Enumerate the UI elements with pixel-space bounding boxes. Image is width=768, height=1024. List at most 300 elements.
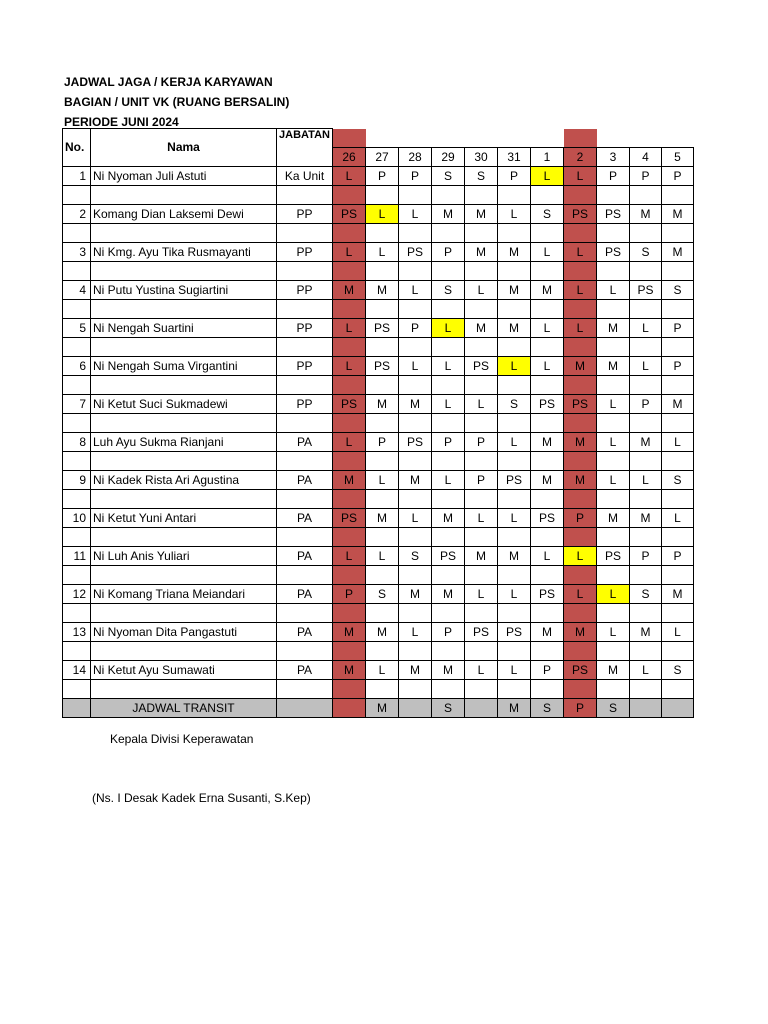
spacer-cell bbox=[277, 489, 333, 508]
spacer-cell bbox=[399, 185, 432, 204]
shift-cell: P bbox=[465, 432, 498, 451]
spacer-cell bbox=[91, 185, 277, 204]
transit-cell bbox=[399, 698, 432, 717]
spacer-cell bbox=[564, 337, 597, 356]
spacer-cell bbox=[630, 185, 662, 204]
spacer-cell bbox=[662, 261, 694, 280]
shift-cell: M bbox=[662, 394, 694, 413]
shift-cell: M bbox=[333, 660, 366, 679]
day-header: 27 bbox=[366, 147, 399, 166]
spacer-cell bbox=[498, 489, 531, 508]
spacer-cell bbox=[432, 261, 465, 280]
shift-cell: L bbox=[662, 508, 694, 527]
shift-cell: S bbox=[432, 280, 465, 299]
spacer-cell bbox=[91, 603, 277, 622]
spacer-cell bbox=[630, 413, 662, 432]
spacer-cell bbox=[564, 451, 597, 470]
staff-jabatan: PP bbox=[277, 242, 333, 261]
shift-cell: M bbox=[531, 432, 564, 451]
spacer-cell bbox=[662, 185, 694, 204]
shift-cell: M bbox=[465, 546, 498, 565]
shift-cell: M bbox=[465, 204, 498, 223]
spacer-cell bbox=[662, 527, 694, 546]
shift-cell: L bbox=[564, 280, 597, 299]
shift-cell: L bbox=[564, 584, 597, 603]
shift-cell: S bbox=[662, 280, 694, 299]
spacer-cell bbox=[366, 641, 399, 660]
spacer-cell bbox=[531, 489, 564, 508]
spacer-cell bbox=[432, 641, 465, 660]
shift-cell: P bbox=[630, 546, 662, 565]
shift-cell: PS bbox=[564, 394, 597, 413]
shift-cell: PS bbox=[564, 660, 597, 679]
shift-cell: P bbox=[597, 166, 630, 185]
staff-name: Ni Nyoman Juli Astuti bbox=[91, 166, 277, 185]
shift-cell: P bbox=[399, 166, 432, 185]
shift-cell: PS bbox=[498, 470, 531, 489]
shift-cell: M bbox=[597, 318, 630, 337]
staff-jabatan: PP bbox=[277, 204, 333, 223]
shift-cell: L bbox=[498, 584, 531, 603]
spacer-cell bbox=[366, 185, 399, 204]
spacer-cell bbox=[63, 261, 91, 280]
shift-cell: M bbox=[662, 204, 694, 223]
spacer-cell bbox=[465, 641, 498, 660]
shift-cell: M bbox=[432, 660, 465, 679]
spacer-cell bbox=[630, 337, 662, 356]
shift-cell: M bbox=[531, 622, 564, 641]
spacer-cell bbox=[277, 299, 333, 318]
spacer-cell bbox=[333, 679, 366, 698]
spacer-cell bbox=[432, 679, 465, 698]
day-header: 3 bbox=[597, 147, 630, 166]
staff-jabatan: PA bbox=[277, 660, 333, 679]
shift-cell: M bbox=[498, 318, 531, 337]
spacer-cell bbox=[277, 451, 333, 470]
spacer-cell bbox=[333, 299, 366, 318]
shift-cell: PS bbox=[531, 584, 564, 603]
spacer-cell bbox=[277, 641, 333, 660]
spacer-cell bbox=[465, 185, 498, 204]
staff-row bbox=[63, 432, 694, 451]
shift-cell: L bbox=[498, 508, 531, 527]
spacer-cell bbox=[277, 603, 333, 622]
staff-name: Ni Nengah Suma Virgantini bbox=[91, 356, 277, 375]
shift-cell: L bbox=[597, 622, 630, 641]
header-spacer-cell bbox=[630, 129, 662, 148]
shift-cell: M bbox=[630, 204, 662, 223]
spacer-cell bbox=[498, 679, 531, 698]
spacer-cell bbox=[277, 565, 333, 584]
transit-cell bbox=[630, 698, 662, 717]
shift-cell: S bbox=[432, 166, 465, 185]
shift-cell: L bbox=[630, 318, 662, 337]
spacer-cell bbox=[662, 451, 694, 470]
spacer-cell bbox=[630, 603, 662, 622]
day-header: 29 bbox=[432, 147, 465, 166]
staff-jabatan: PA bbox=[277, 508, 333, 527]
spacer-cell bbox=[333, 185, 366, 204]
spacer-cell bbox=[399, 603, 432, 622]
spacer-cell bbox=[91, 223, 277, 242]
spacer-cell bbox=[399, 489, 432, 508]
transit-jabatan-cell bbox=[277, 698, 333, 717]
staff-name: Ni Nyoman Dita Pangastuti bbox=[91, 622, 277, 641]
shift-cell: P bbox=[432, 242, 465, 261]
spacer-cell bbox=[333, 451, 366, 470]
staff-row bbox=[63, 622, 694, 641]
staff-row bbox=[63, 508, 694, 527]
spacer-row bbox=[63, 489, 694, 508]
row-number: 4 bbox=[63, 280, 91, 299]
shift-cell: L bbox=[333, 318, 366, 337]
row-number: 12 bbox=[63, 584, 91, 603]
spacer-cell bbox=[63, 565, 91, 584]
spacer-cell bbox=[63, 489, 91, 508]
shift-cell: L bbox=[366, 660, 399, 679]
transit-label: JADWAL TRANSIT bbox=[91, 698, 277, 717]
shift-cell: M bbox=[597, 508, 630, 527]
spacer-cell bbox=[432, 451, 465, 470]
day-header: 4 bbox=[630, 147, 662, 166]
spacer-cell bbox=[399, 299, 432, 318]
staff-name: Komang Dian Laksemi Dewi bbox=[91, 204, 277, 223]
spacer-cell bbox=[366, 527, 399, 546]
staff-name: Ni Luh Anis Yuliari bbox=[91, 546, 277, 565]
spacer-row bbox=[63, 451, 694, 470]
row-number: 8 bbox=[63, 432, 91, 451]
staff-name: Ni Kmg. Ayu Tika Rusmayanti bbox=[91, 242, 277, 261]
spacer-cell bbox=[662, 375, 694, 394]
spacer-cell bbox=[91, 375, 277, 394]
shift-cell: L bbox=[597, 394, 630, 413]
staff-jabatan: PA bbox=[277, 432, 333, 451]
header-spacer-cell bbox=[465, 129, 498, 148]
spacer-cell bbox=[465, 489, 498, 508]
spacer-cell bbox=[662, 299, 694, 318]
spacer-cell bbox=[333, 489, 366, 508]
shift-cell: PS bbox=[366, 356, 399, 375]
shift-cell: M bbox=[597, 660, 630, 679]
day-header: 5 bbox=[662, 147, 694, 166]
shift-cell: L bbox=[498, 660, 531, 679]
day-header: 2 bbox=[564, 147, 597, 166]
staff-row bbox=[63, 584, 694, 603]
staff-jabatan: PP bbox=[277, 356, 333, 375]
shift-cell: L bbox=[432, 470, 465, 489]
spacer-row bbox=[63, 337, 694, 356]
shift-cell: L bbox=[366, 242, 399, 261]
spacer-cell bbox=[399, 337, 432, 356]
spacer-cell bbox=[277, 413, 333, 432]
day-header: 30 bbox=[465, 147, 498, 166]
spacer-cell bbox=[630, 679, 662, 698]
shift-cell: M bbox=[366, 394, 399, 413]
spacer-cell bbox=[366, 679, 399, 698]
staff-row bbox=[63, 242, 694, 261]
spacer-cell bbox=[91, 337, 277, 356]
header-spacer-cell bbox=[333, 129, 366, 148]
staff-jabatan: PP bbox=[277, 280, 333, 299]
staff-row bbox=[63, 318, 694, 337]
transit-no-cell bbox=[63, 698, 91, 717]
spacer-cell bbox=[432, 223, 465, 242]
shift-cell: L bbox=[432, 356, 465, 375]
staff-row bbox=[63, 166, 694, 185]
shift-cell: M bbox=[531, 280, 564, 299]
shift-cell: S bbox=[630, 584, 662, 603]
spacer-cell bbox=[465, 527, 498, 546]
spacer-cell bbox=[465, 375, 498, 394]
spacer-cell bbox=[662, 489, 694, 508]
spacer-cell bbox=[597, 223, 630, 242]
spacer-cell bbox=[432, 603, 465, 622]
day-header: 1 bbox=[531, 147, 564, 166]
staff-jabatan: PA bbox=[277, 622, 333, 641]
shift-cell: S bbox=[366, 584, 399, 603]
shift-cell: L bbox=[399, 508, 432, 527]
staff-row bbox=[63, 660, 694, 679]
transit-cell: M bbox=[498, 698, 531, 717]
staff-row bbox=[63, 470, 694, 489]
spacer-cell bbox=[432, 413, 465, 432]
spacer-cell bbox=[531, 375, 564, 394]
spacer-cell bbox=[498, 299, 531, 318]
transit-cell: S bbox=[597, 698, 630, 717]
spacer-cell bbox=[432, 489, 465, 508]
staff-jabatan: PA bbox=[277, 584, 333, 603]
spacer-cell bbox=[63, 603, 91, 622]
spacer-cell bbox=[91, 451, 277, 470]
spacer-cell bbox=[531, 299, 564, 318]
staff-row bbox=[63, 394, 694, 413]
row-number: 10 bbox=[63, 508, 91, 527]
shift-cell: L bbox=[498, 356, 531, 375]
spacer-cell bbox=[498, 603, 531, 622]
shift-cell: P bbox=[564, 508, 597, 527]
spacer-row bbox=[63, 375, 694, 394]
spacer-cell bbox=[531, 261, 564, 280]
signature-name: (Ns. I Desak Kadek Erna Susanti, S.Kep) bbox=[92, 791, 311, 805]
spacer-cell bbox=[91, 565, 277, 584]
shift-cell: L bbox=[465, 280, 498, 299]
shift-cell: P bbox=[630, 394, 662, 413]
spacer-cell bbox=[662, 413, 694, 432]
spacer-cell bbox=[662, 337, 694, 356]
staff-name: Ni Nengah Suartini bbox=[91, 318, 277, 337]
staff-jabatan: Ka Unit bbox=[277, 166, 333, 185]
shift-cell: L bbox=[630, 356, 662, 375]
shift-cell: L bbox=[531, 242, 564, 261]
spacer-row bbox=[63, 413, 694, 432]
shift-cell: L bbox=[366, 470, 399, 489]
shift-cell: M bbox=[498, 546, 531, 565]
spacer-cell bbox=[531, 641, 564, 660]
staff-row bbox=[63, 546, 694, 565]
shift-cell: P bbox=[465, 470, 498, 489]
shift-cell: PS bbox=[597, 242, 630, 261]
spacer-cell bbox=[333, 337, 366, 356]
shift-cell: M bbox=[498, 280, 531, 299]
transit-cell: M bbox=[366, 698, 399, 717]
spacer-cell bbox=[399, 261, 432, 280]
spacer-row bbox=[63, 679, 694, 698]
spacer-cell bbox=[498, 641, 531, 660]
spacer-row bbox=[63, 223, 694, 242]
spacer-cell bbox=[564, 565, 597, 584]
spacer-cell bbox=[531, 565, 564, 584]
shift-cell: M bbox=[630, 432, 662, 451]
shift-cell: M bbox=[399, 660, 432, 679]
row-number: 14 bbox=[63, 660, 91, 679]
row-number: 13 bbox=[63, 622, 91, 641]
header-spacer-cell bbox=[597, 129, 630, 148]
spacer-cell bbox=[498, 375, 531, 394]
spacer-cell bbox=[366, 223, 399, 242]
staff-jabatan: PP bbox=[277, 318, 333, 337]
shift-cell: P bbox=[432, 622, 465, 641]
shift-cell: L bbox=[366, 204, 399, 223]
transit-row bbox=[63, 698, 694, 717]
shift-cell: M bbox=[564, 356, 597, 375]
row-number: 2 bbox=[63, 204, 91, 223]
transit-cell: P bbox=[564, 698, 597, 717]
spacer-cell bbox=[399, 565, 432, 584]
shift-cell: L bbox=[564, 318, 597, 337]
shift-cell: P bbox=[662, 356, 694, 375]
col-header-nama: Nama bbox=[91, 129, 277, 167]
spacer-cell bbox=[91, 413, 277, 432]
shift-cell: PS bbox=[498, 622, 531, 641]
staff-name: Ni Ketut Yuni Antari bbox=[91, 508, 277, 527]
spacer-cell bbox=[91, 299, 277, 318]
spacer-cell bbox=[597, 375, 630, 394]
staff-name: Ni Komang Triana Meiandari bbox=[91, 584, 277, 603]
spacer-cell bbox=[366, 337, 399, 356]
staff-row bbox=[63, 356, 694, 375]
shift-cell: P bbox=[531, 660, 564, 679]
shift-cell: P bbox=[366, 432, 399, 451]
shift-cell: L bbox=[333, 356, 366, 375]
shift-cell: S bbox=[399, 546, 432, 565]
spacer-cell bbox=[498, 261, 531, 280]
shift-cell: L bbox=[597, 470, 630, 489]
spacer-cell bbox=[333, 527, 366, 546]
staff-name: Ni Ketut Suci Sukmadewi bbox=[91, 394, 277, 413]
shift-cell: L bbox=[465, 660, 498, 679]
shift-cell: S bbox=[498, 394, 531, 413]
spacer-cell bbox=[465, 679, 498, 698]
spacer-cell bbox=[498, 527, 531, 546]
spacer-cell bbox=[564, 527, 597, 546]
shift-cell: M bbox=[564, 470, 597, 489]
shift-cell: P bbox=[498, 166, 531, 185]
spacer-cell bbox=[277, 679, 333, 698]
spacer-cell bbox=[597, 261, 630, 280]
spacer-cell bbox=[399, 451, 432, 470]
shift-cell: PS bbox=[564, 204, 597, 223]
spacer-cell bbox=[432, 299, 465, 318]
spacer-cell bbox=[277, 375, 333, 394]
spacer-cell bbox=[564, 413, 597, 432]
spacer-cell bbox=[465, 603, 498, 622]
spacer-cell bbox=[498, 451, 531, 470]
spacer-cell bbox=[597, 641, 630, 660]
shift-cell: P bbox=[630, 166, 662, 185]
shift-cell: P bbox=[432, 432, 465, 451]
spacer-cell bbox=[597, 185, 630, 204]
spacer-cell bbox=[630, 451, 662, 470]
spacer-cell bbox=[597, 565, 630, 584]
shift-cell: M bbox=[399, 394, 432, 413]
shift-cell: L bbox=[498, 432, 531, 451]
transit-cell bbox=[333, 698, 366, 717]
shift-cell: M bbox=[630, 622, 662, 641]
spacer-cell bbox=[63, 337, 91, 356]
spacer-cell bbox=[531, 603, 564, 622]
spacer-cell bbox=[399, 679, 432, 698]
spacer-cell bbox=[277, 527, 333, 546]
staff-name: Ni Ketut Ayu Sumawati bbox=[91, 660, 277, 679]
spacer-cell bbox=[498, 223, 531, 242]
staff-jabatan: PP bbox=[277, 394, 333, 413]
shift-cell: M bbox=[432, 508, 465, 527]
shift-cell: M bbox=[597, 356, 630, 375]
spacer-cell bbox=[531, 451, 564, 470]
spacer-cell bbox=[432, 185, 465, 204]
spacer-cell bbox=[597, 489, 630, 508]
spacer-cell bbox=[564, 641, 597, 660]
shift-cell: L bbox=[531, 356, 564, 375]
shift-cell: L bbox=[333, 546, 366, 565]
shift-cell: M bbox=[333, 280, 366, 299]
spacer-cell bbox=[630, 375, 662, 394]
spacer-cell bbox=[366, 489, 399, 508]
shift-cell: L bbox=[630, 660, 662, 679]
day-header: 31 bbox=[498, 147, 531, 166]
header-row bbox=[63, 129, 694, 148]
spacer-cell bbox=[432, 565, 465, 584]
spacer-cell bbox=[366, 375, 399, 394]
document-title: JADWAL JAGA / KERJA KARYAWAN bbox=[64, 75, 273, 89]
shift-cell: PS bbox=[597, 204, 630, 223]
shift-cell: S bbox=[662, 660, 694, 679]
spacer-cell bbox=[564, 299, 597, 318]
shift-cell: M bbox=[564, 622, 597, 641]
spacer-cell bbox=[564, 489, 597, 508]
spacer-row bbox=[63, 527, 694, 546]
shift-cell: L bbox=[432, 394, 465, 413]
spacer-cell bbox=[662, 603, 694, 622]
spacer-cell bbox=[333, 565, 366, 584]
spacer-row bbox=[63, 299, 694, 318]
spacer-cell bbox=[465, 413, 498, 432]
spacer-cell bbox=[564, 375, 597, 394]
spacer-cell bbox=[662, 565, 694, 584]
shift-cell: P bbox=[662, 546, 694, 565]
shift-cell: P bbox=[366, 166, 399, 185]
shift-cell: M bbox=[399, 584, 432, 603]
spacer-cell bbox=[366, 603, 399, 622]
header-spacer-cell bbox=[531, 129, 564, 148]
shift-cell: L bbox=[662, 622, 694, 641]
transit-cell bbox=[465, 698, 498, 717]
spacer-cell bbox=[91, 489, 277, 508]
spacer-cell bbox=[399, 223, 432, 242]
spacer-cell bbox=[630, 261, 662, 280]
spacer-cell bbox=[630, 489, 662, 508]
shift-cell: L bbox=[333, 166, 366, 185]
